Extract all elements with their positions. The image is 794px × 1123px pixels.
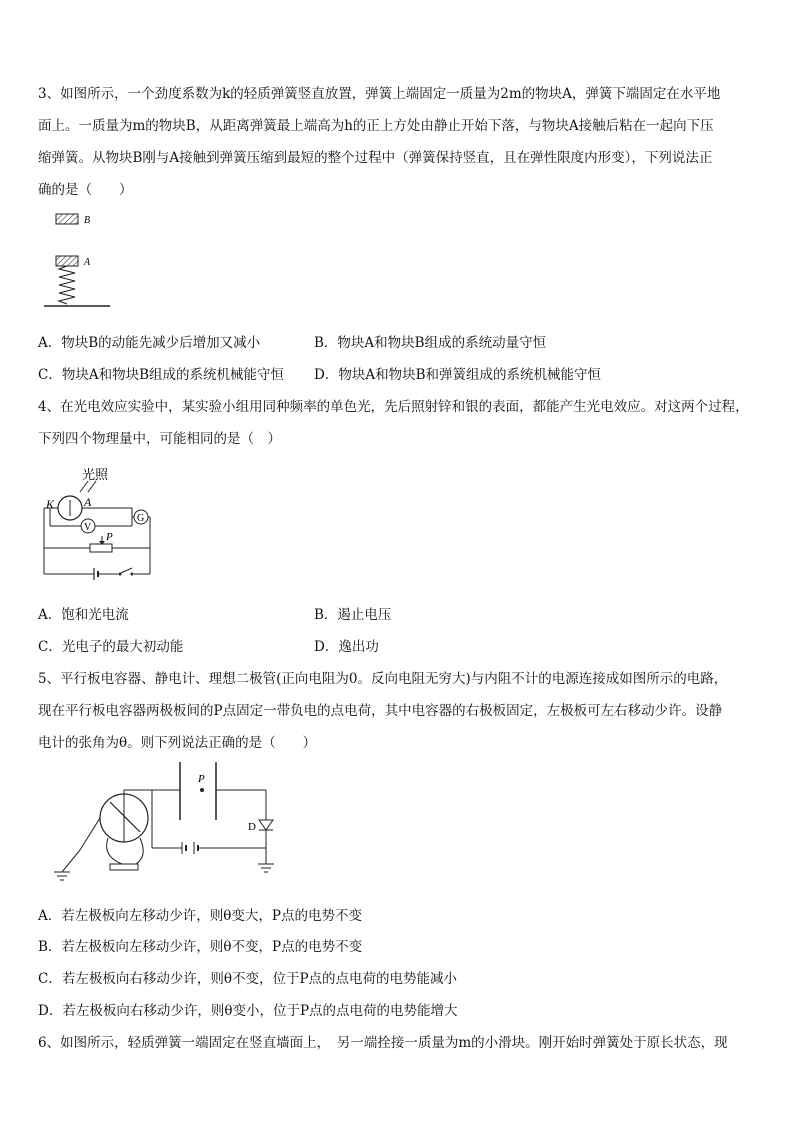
q4-line-2: 下列四个物理量中，可能相同的是（ ） xyxy=(38,431,281,447)
q5-line-2: 现在平行板电容器两极板间的P点固定一带负电的点电荷，其中电容器的右极板固定，左极板可左右移动少许。设静 xyxy=(38,703,723,719)
q5-option-b[interactable]: B．若左极板向左移动少许，则θ不变，P点的电势不变 xyxy=(38,939,363,955)
svg-text:K: K xyxy=(46,497,55,511)
svg-text:V: V xyxy=(84,522,92,533)
q3-spring-figure xyxy=(40,208,120,318)
q6-line-1: 6、如图所示，轻质弹簧一端固定在竖直墙面上， 另一端拴接一质量为m的小滑块。刚开始时弹簧处于原长状态，现 xyxy=(38,1035,728,1051)
q5-option-c[interactable]: C．若左极板向右移动少许，则θ不变，位于P点的点电荷的电势能减小 xyxy=(38,971,458,987)
svg-text:D: D xyxy=(248,821,256,833)
q3-option-b[interactable]: B．物块A和物块B组成的系统动量守恒 xyxy=(314,335,547,351)
svg-text:A: A xyxy=(84,495,92,509)
block-a xyxy=(56,256,78,266)
q3-line-1: 3、如图所示，一个劲度系数为k的轻质弹簧竖直放置，弹簧上端固定一质量为2m的物块A，弹簧下端固定在水平地 xyxy=(38,86,721,102)
svg-text:P: P xyxy=(198,773,205,785)
q3-line-2: 面上。一质量为m的物块B，从距离弹簧最上端高为h的正上方处由静止开始下落，与物块A接触后粘在一起向下压 xyxy=(38,118,714,134)
block-b xyxy=(56,214,78,224)
q3-line-3: 缩弹簧。从物块B刚与A接触到弹簧压缩到最短的整个过程中（弹簧保持竖直，且在弹性限度内形变），下列说法正 xyxy=(38,150,713,166)
q4-option-a[interactable]: A．饱和光电流 xyxy=(38,607,129,623)
q5-option-a[interactable]: A．若左极板向左移动少许，则θ变大，P点的电势不变 xyxy=(38,908,362,924)
diode xyxy=(259,820,273,830)
q3-option-d[interactable]: D．物块A和物块B和弹簧组成的系统机械能守恒 xyxy=(314,367,601,383)
label-b: B xyxy=(84,215,91,226)
q5-option-d[interactable]: D．若左极板向右移动少许，则θ变小，位于P点的点电荷的电势能增大 xyxy=(38,1003,458,1019)
svg-text:G: G xyxy=(137,513,145,524)
svg-text:光照: 光照 xyxy=(82,467,109,482)
q5-line-1: 5、平行板电容器、静电计、理想二极管(正向电阻为0。反向电阻无穷大)与内阻不计的电源连接成如图所示的电路， xyxy=(38,671,728,687)
label-a: A xyxy=(84,257,91,268)
q4-option-d[interactable]: D．逸出功 xyxy=(314,639,379,655)
q3-line-4: 确的是（ ） xyxy=(38,182,133,198)
q4-photoelectric-circuit xyxy=(40,462,160,582)
q4-option-b[interactable]: B．遏止电压 xyxy=(314,607,392,623)
q5-line-3: 电计的张角为θ。则下列说法正确的是（ ） xyxy=(38,735,317,751)
point-p xyxy=(200,788,204,792)
q4-line-1: 4、在光电效应实验中，某实验小组用同种频率的单色光，先后照射锌和银的表面，都能产生光电效应。对这两个过程， xyxy=(38,399,749,415)
q4-option-c[interactable]: C．光电子的最大初动能 xyxy=(38,639,184,655)
spring xyxy=(59,266,75,304)
q3-option-c[interactable]: C．物块A和物块B组成的系统机械能守恒 xyxy=(38,367,284,383)
q3-option-a[interactable]: A．物块B的动能先减少后增加又减小 xyxy=(38,335,261,351)
rheostat xyxy=(90,544,112,552)
svg-text:P: P xyxy=(106,531,113,543)
q5-capacitor-circuit xyxy=(50,760,290,890)
